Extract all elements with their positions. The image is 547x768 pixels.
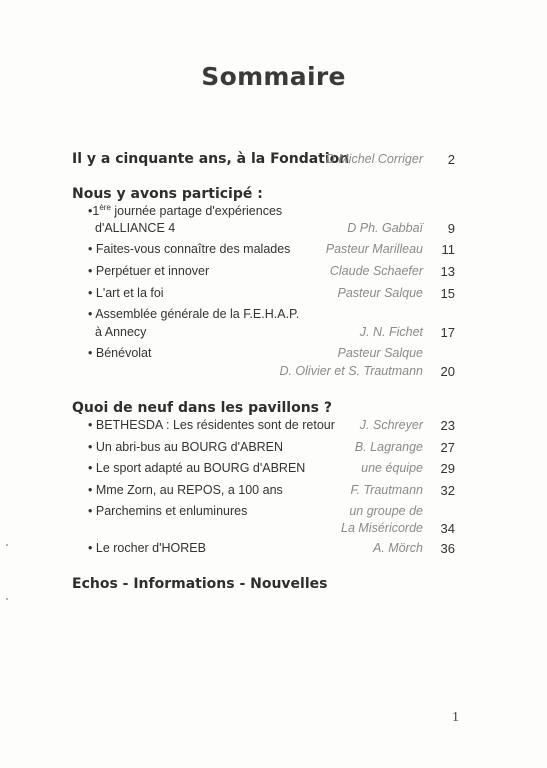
intro-author: D Michel Corriger: [325, 152, 423, 166]
entry-author: J. N. Fichet: [359, 325, 423, 339]
toc-entry: [0, 440, 547, 458]
section-heading-echos: Echos - Informations - Nouvelles: [72, 576, 328, 592]
entry-author: un groupe de: [349, 504, 423, 518]
scan-speck: [6, 598, 8, 600]
toc-entry: [0, 264, 547, 282]
intro-heading-text: Il y a cinquante ans, à la Fondation: [72, 151, 350, 167]
entry-page: 13: [440, 264, 455, 279]
entry-author-2: D. Olivier et S. Trautmann: [279, 364, 423, 378]
intro-meta: [0, 152, 547, 170]
entry-text-line2: à Annecy: [95, 325, 147, 339]
entry-author: une équipe: [361, 461, 423, 475]
entry-page: 15: [440, 286, 455, 301]
entry-page: 17: [440, 325, 455, 340]
section-heading-participe: Nous y avons participé :: [72, 186, 263, 202]
entry-author: B. Lagrange: [354, 440, 423, 454]
section-heading-pavillons: Quoi de neuf dans les pavillons ?: [72, 400, 332, 416]
entry-page: 32: [440, 483, 455, 498]
entry-text: • Parchemins et enluminures: [88, 504, 248, 518]
toc-entry: [0, 346, 547, 364]
entry-author: J. Schreyer: [359, 418, 423, 432]
intro-page: 2: [447, 152, 455, 167]
page-number: 1: [452, 710, 459, 725]
scan-speck: [6, 544, 8, 546]
entry-page: 27: [440, 440, 455, 455]
page-title: Sommaire: [201, 62, 346, 91]
entry-text: • Le sport adapté au BOURG d'ABREN: [88, 461, 306, 475]
entry-author: F. Trautmann: [350, 483, 423, 497]
entry-author: Claude Schaefer: [329, 264, 423, 278]
entry-text-line2: d'ALLIANCE 4: [95, 221, 176, 235]
toc-entry: [0, 504, 547, 522]
entry-page: 20: [440, 364, 455, 379]
entry-text: • BETHESDA : Les résidentes sont de retour: [88, 418, 335, 432]
entry-author: Pasteur Salque: [337, 346, 423, 360]
toc-entry-cont: [0, 364, 547, 382]
entry-author: Pasteur Marilleau: [325, 242, 423, 256]
entry-page: 11: [441, 242, 455, 257]
toc-entry: [0, 307, 547, 325]
entry-page: 34: [440, 521, 455, 536]
toc-entry-cont: [0, 325, 547, 343]
entry-text: • Bénévolat: [88, 346, 152, 360]
entry-author-2: La Miséricorde: [341, 521, 423, 535]
entry-page: 29: [440, 461, 455, 476]
entry-text: •1ère journée partage d'expériences: [88, 202, 283, 218]
toc-entry: [0, 242, 547, 260]
entry-page: 36: [440, 541, 455, 556]
toc-entry: [0, 418, 547, 436]
toc-entry-cont: [0, 521, 547, 539]
entry-author: A. Mörch: [372, 541, 423, 555]
entry-page: 23: [440, 418, 455, 433]
entry-page: 9: [447, 221, 455, 236]
entry-author: D Ph. Gabbaï: [347, 221, 423, 235]
toc-entry: [0, 286, 547, 304]
toc-entry: [0, 461, 547, 479]
entry-text: • Le rocher d'HOREB: [88, 541, 206, 555]
toc-entry: [0, 204, 547, 222]
entry-text: • Assemblée générale de la F.E.H.A.P.: [88, 307, 300, 321]
entry-author: Pasteur Salque: [337, 286, 423, 300]
entry-text: • L'art et la foi: [88, 286, 164, 300]
toc-entry-cont: [0, 221, 547, 239]
entry-text: • Un abri-bus au BOURG d'ABREN: [88, 440, 284, 454]
entry-text: • Mme Zorn, au REPOS, a 100 ans: [88, 483, 283, 497]
toc-entry: [0, 541, 547, 559]
toc-entry: [0, 483, 547, 501]
entry-text: • Perpétuer et innover: [88, 264, 210, 278]
entry-text: • Faites-vous connaître des malades: [88, 242, 291, 256]
